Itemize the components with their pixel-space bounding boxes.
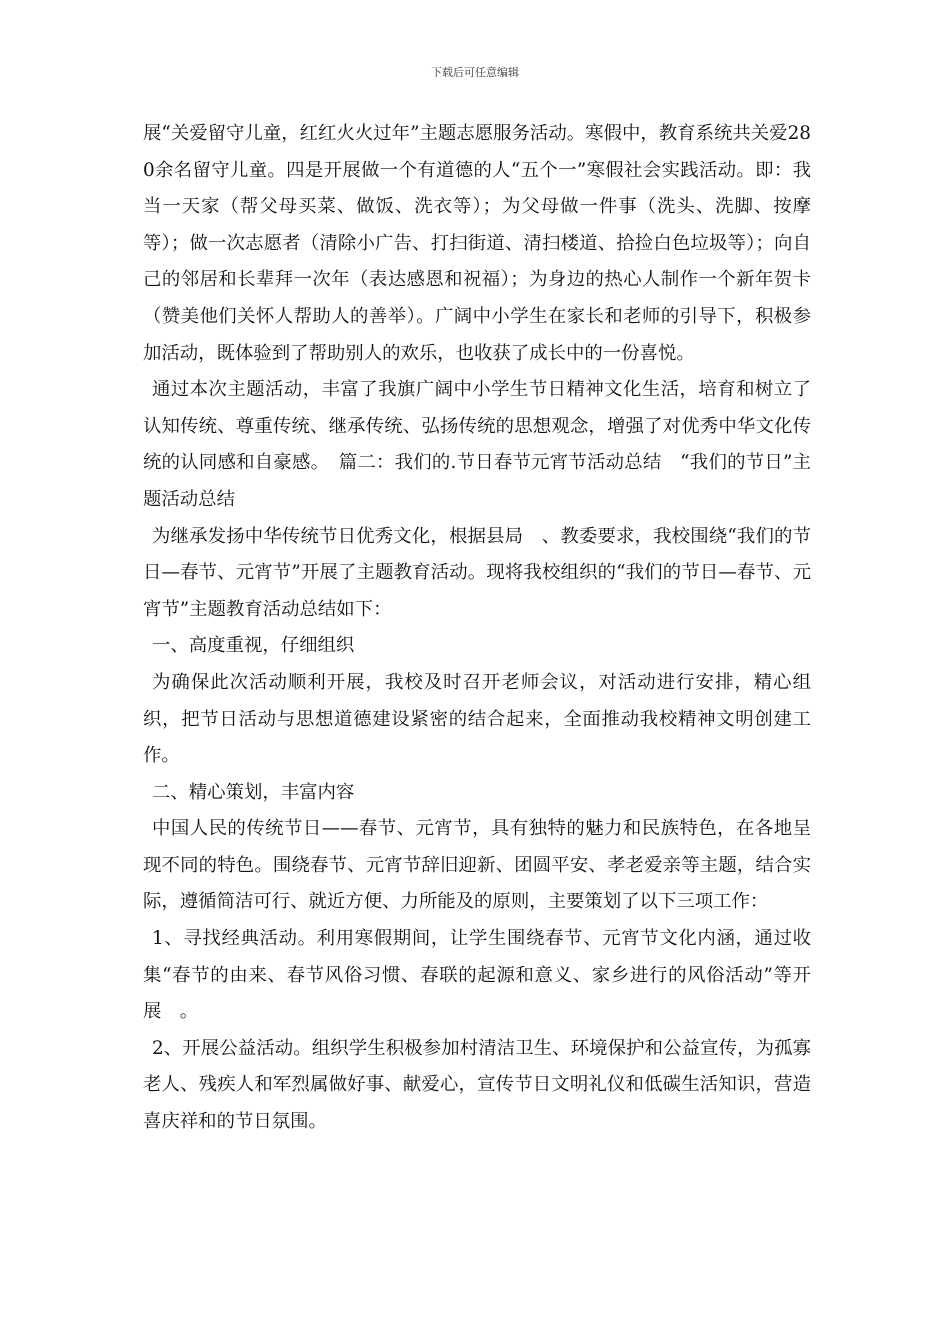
paragraph-classic-activities: 1、寻找经典活动。利用寒假期间，让学生围绕春节、元宵节文化内涵，通过收集“春节的由来、春节风俗习惯、春联的起源和意义、家乡进行的风俗活动”等开展 。 xyxy=(143,928,811,1023)
section-heading-planning: 二、精心策划，丰富内容 xyxy=(152,781,355,803)
paragraph-teacher-meeting: 为确保此次活动顺利开展，我校及时召开老师会议，对活动进行安排，精心组织，把节日活动与思想道德建设紧密的结合起来，全面推动我校精神文明创建工作。 xyxy=(143,671,811,767)
page-header: 下载后可任意编辑 xyxy=(431,66,519,79)
document-body xyxy=(143,116,811,1141)
paragraph-public-welfare: 2、开展公益活动。组织学生积极参加村清洁卫生、环境保护和公益宣传，为孤寡老人、残疾人和军烈属做好事、献爱心，宣传节日文明礼仪和低碳生活知识，营造喜庆祥和的节日氛围。 xyxy=(143,1037,811,1133)
section-heading-organize: 一、高度重视，仔细组织 xyxy=(152,635,355,657)
paragraph-activity-summary: 通过本次主题活动，丰富了我旗广阔中小学生节日精神文化生活，培育和树立了认知传统、尊重传统、继承传统、弘扬传统的思想观念，增强了对优秀中华文化传统的认同感和自豪感。 篇二：我们的.节日春节元宵节活动总结 “我们的节日”主题活动总结 xyxy=(143,379,811,510)
paragraph-traditional-festivals: 中国人民的传统节日——春节、元宵节，具有独特的魅力和民族特色，在各地呈现不同的特色。围绕春节、元宵节辞旧迎新、团圆平安、孝老爱亲等主题，结合实际，遵循简洁可行、就近方便、力所能及的原则，主要策划了以下三项工作： xyxy=(143,818,811,913)
paragraph-inheritance-intro: 为继承发扬中华传统节日优秀文化，根据县局 、教委要求，我校围绕“我们的节日—春节、元宵节”开展了主题教育活动。现将我校组织的“我们的节日—春节、元宵节”主题教育活动总结如下： xyxy=(143,525,811,620)
paragraph-volunteer-activities: 展“关爱留守儿童，红红火火过年”主题志愿服务活动。寒假中，教育系统共关爱280余名留守儿童。四是开展做一个有道德的人“五个一”寒假社会实践活动。即：我当一天家（帮父母买菜、做饭、洗衣等）；为父母做一件事（洗头、洗脚、按摩等）；做一次志愿者（清除小广告、打扫街道、清扫楼道、拾捡白色垃圾等）；向自己的邻居和长辈拜一次年（表达感恩和祝福）；为身边的热心人制作一个新年贺卡（赞美他们关怀人帮助人的善举）。广阔中小学生在家长和老师的引导下，积极参加活动，既体验到了帮助别人的欢乐，也收获了成长中的一份喜悦。 xyxy=(143,123,811,364)
